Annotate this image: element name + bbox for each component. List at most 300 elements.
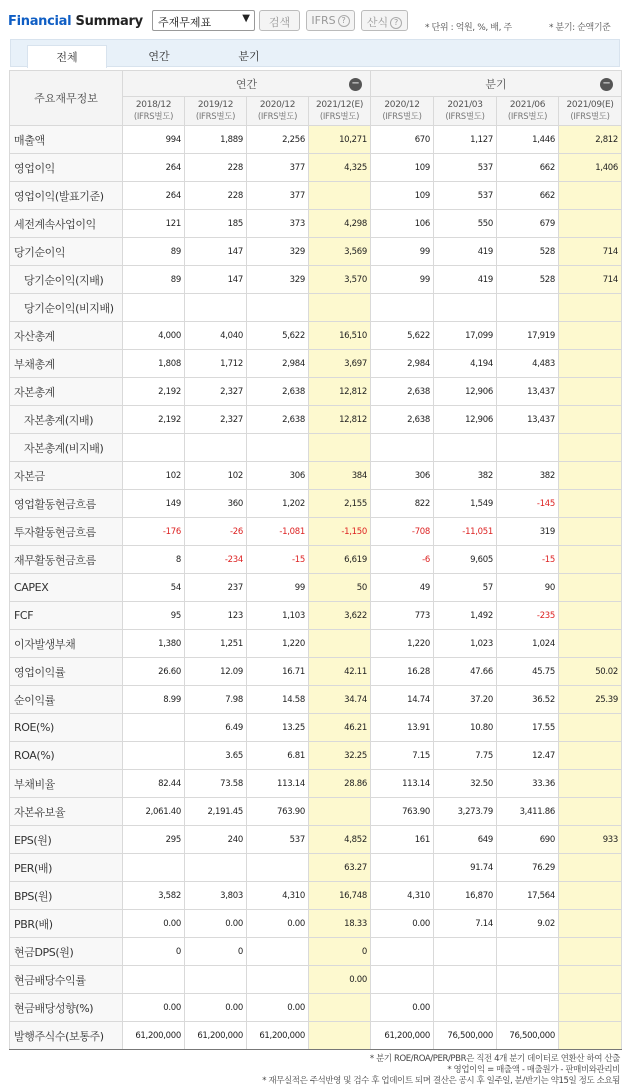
value-cell: 0.00 [371, 910, 434, 938]
value-cell: 0.00 [185, 910, 247, 938]
value-cell: 47.66 [434, 658, 497, 686]
value-cell: 2,984 [371, 350, 434, 378]
value-cell: 670 [371, 126, 434, 154]
value-cell: 45.75 [497, 658, 559, 686]
column-period: 2020/12 [259, 100, 296, 110]
column-basis: (IFRS별도) [195, 112, 236, 122]
value-cell: 360 [185, 490, 247, 518]
row-label: 세전계속사업이익 [10, 210, 123, 238]
value-cell: 3,582 [123, 882, 185, 910]
value-cell [559, 518, 622, 546]
row-label: 순이익률 [10, 686, 123, 714]
value-cell [247, 434, 309, 462]
value-cell [559, 966, 622, 994]
column-header [247, 97, 309, 126]
value-cell [497, 294, 559, 322]
value-cell [123, 966, 185, 994]
value-cell: 0.00 [371, 994, 434, 1022]
value-cell: 123 [185, 602, 247, 630]
title-financial: Financial [8, 14, 72, 29]
value-cell: 550 [434, 210, 497, 238]
value-cell: 2,638 [371, 406, 434, 434]
ifrs-help-button[interactable] [306, 10, 355, 31]
value-cell: 0 [185, 938, 247, 966]
financial-summary-table [9, 70, 622, 1050]
value-cell: 4,310 [371, 882, 434, 910]
value-cell: 306 [371, 462, 434, 490]
value-cell [559, 182, 622, 210]
value-cell: 528 [497, 238, 559, 266]
value-cell: 1,220 [247, 630, 309, 658]
value-cell: 42.11 [309, 658, 371, 686]
value-cell: 36.52 [497, 686, 559, 714]
value-cell: 1,024 [497, 630, 559, 658]
table-row [10, 490, 622, 518]
value-cell: 121 [123, 210, 185, 238]
row-label: 자본유보율 [10, 798, 123, 826]
value-cell: 537 [434, 182, 497, 210]
value-cell: 2,812 [559, 126, 622, 154]
value-cell: 50.02 [559, 658, 622, 686]
value-cell: 14.58 [247, 686, 309, 714]
column-basis: (IFRS별도) [382, 112, 422, 122]
value-cell: 18.33 [309, 910, 371, 938]
value-cell: 3,803 [185, 882, 247, 910]
value-cell: 4,483 [497, 350, 559, 378]
quarter-group-label: 분기 [485, 77, 507, 91]
column-basis: (IFRS별도) [570, 112, 610, 122]
value-cell: 1,202 [247, 490, 309, 518]
ifrs-label: IFRS [311, 14, 336, 27]
table-row [10, 322, 622, 350]
value-cell: 57 [434, 574, 497, 602]
table-row [10, 770, 622, 798]
value-cell [559, 742, 622, 770]
value-cell: 382 [497, 462, 559, 490]
value-cell: 3,273.79 [434, 798, 497, 826]
collapse-icon[interactable]: − [600, 78, 613, 91]
column-period: 2021/03 [447, 100, 483, 110]
value-cell: 2,327 [185, 406, 247, 434]
column-header [185, 97, 247, 126]
value-cell: 99 [371, 266, 434, 294]
value-cell: 2,191.45 [185, 798, 247, 826]
value-cell [247, 294, 309, 322]
help-icon: ? [390, 17, 402, 29]
chevron-down-icon: ▼ [242, 13, 250, 24]
row-label: ROA(%) [10, 742, 123, 770]
value-cell: -6 [371, 546, 434, 574]
value-cell: 264 [123, 182, 185, 210]
table-row [10, 210, 622, 238]
value-cell: 822 [371, 490, 434, 518]
value-cell: 17,919 [497, 322, 559, 350]
value-cell: 0.00 [185, 994, 247, 1022]
value-cell: 382 [434, 462, 497, 490]
value-cell: 16,870 [434, 882, 497, 910]
table-row [10, 938, 622, 966]
formula-label: 산식 [366, 16, 389, 29]
table-row [10, 434, 622, 462]
value-cell: 25.39 [559, 686, 622, 714]
table-row [10, 966, 622, 994]
value-cell: 537 [247, 826, 309, 854]
formula-help-button[interactable] [361, 10, 408, 31]
value-cell [559, 910, 622, 938]
value-cell: 109 [371, 154, 434, 182]
column-basis: (IFRS별도) [507, 112, 548, 122]
row-label: 자본금 [10, 462, 123, 490]
value-cell: 377 [247, 182, 309, 210]
search-button-label: 검색 [268, 16, 291, 29]
value-cell: 147 [185, 266, 247, 294]
value-cell [123, 714, 185, 742]
value-cell: 319 [497, 518, 559, 546]
value-cell: 5,622 [371, 322, 434, 350]
row-label: 이자발생부채 [10, 630, 123, 658]
value-cell: 13,437 [497, 378, 559, 406]
value-cell [559, 490, 622, 518]
value-cell: 7.75 [434, 742, 497, 770]
value-cell: 1,712 [185, 350, 247, 378]
value-cell: 61,200,000 [123, 1022, 185, 1050]
column-basis: (IFRS별도) [133, 112, 174, 122]
value-cell: 90 [497, 574, 559, 602]
value-cell: 0.00 [247, 910, 309, 938]
value-cell: 2,256 [247, 126, 309, 154]
value-cell [559, 406, 622, 434]
value-cell [309, 798, 371, 826]
value-cell: 34.74 [309, 686, 371, 714]
value-cell: 1,406 [559, 154, 622, 182]
column-header [434, 97, 497, 126]
value-cell: 32.25 [309, 742, 371, 770]
value-cell: 3,570 [309, 266, 371, 294]
value-cell: 329 [247, 266, 309, 294]
value-cell: 7.98 [185, 686, 247, 714]
value-cell: 3,411.86 [497, 798, 559, 826]
table-row [10, 994, 622, 1022]
value-cell [559, 294, 622, 322]
value-cell: -176 [123, 518, 185, 546]
value-cell: 3,697 [309, 350, 371, 378]
value-cell [559, 770, 622, 798]
value-cell: 2,638 [247, 406, 309, 434]
table-row [10, 854, 622, 882]
value-cell: 12,812 [309, 378, 371, 406]
value-cell: 63.27 [309, 854, 371, 882]
row-label: 자본총계(비지배) [10, 434, 123, 462]
value-cell: 1,549 [434, 490, 497, 518]
row-label: BPS(원) [10, 882, 123, 910]
value-cell [309, 630, 371, 658]
search-button[interactable] [259, 10, 300, 31]
help-icon: ? [338, 15, 350, 27]
value-cell: 1,808 [123, 350, 185, 378]
value-cell: 679 [497, 210, 559, 238]
value-cell: 8.99 [123, 686, 185, 714]
value-cell: 2,192 [123, 378, 185, 406]
column-basis: (IFRS별도) [319, 112, 360, 122]
value-cell: -235 [497, 602, 559, 630]
value-cell: 10,271 [309, 126, 371, 154]
column-header [123, 97, 185, 126]
row-label: 매출액 [10, 126, 123, 154]
column-period: 2019/12 [197, 100, 234, 110]
value-cell: 763.90 [371, 798, 434, 826]
value-cell [559, 1022, 622, 1050]
footnote-3: * 재무실적은 주석반영 및 검수 후 업데이트 되며 결산은 공시 후 일주일, 분/반기는 약15일 정도 소요됨 [262, 1076, 620, 1086]
value-cell: 54 [123, 574, 185, 602]
value-cell: 28.86 [309, 770, 371, 798]
value-cell: 3.65 [185, 742, 247, 770]
table-row [10, 714, 622, 742]
value-cell: 4,852 [309, 826, 371, 854]
value-cell: 91.74 [434, 854, 497, 882]
value-cell: 113.14 [247, 770, 309, 798]
footnote-2: * 영업이익 = 매출액 - 매출원가 - 판매비와관리비 [447, 1065, 620, 1075]
value-cell: 12.09 [185, 658, 247, 686]
footnote-1: * 분기 ROE/ROA/PER/PBR은 직전 4개 분기 데이터로 연환산 하여 산출 [369, 1054, 620, 1064]
table-row [10, 462, 622, 490]
value-cell: 306 [247, 462, 309, 490]
value-cell [309, 994, 371, 1022]
value-cell [497, 994, 559, 1022]
tab-annual[interactable]: 연간 [148, 50, 170, 63]
value-cell [371, 854, 434, 882]
value-cell: 9.02 [497, 910, 559, 938]
row-label: 자산총계 [10, 322, 123, 350]
table-row [10, 238, 622, 266]
row-label: 자본총계 [10, 378, 123, 406]
value-cell: 113.14 [371, 770, 434, 798]
value-cell: 4,000 [123, 322, 185, 350]
value-cell [309, 182, 371, 210]
row-label: 당기순이익 [10, 238, 123, 266]
value-cell: 0 [123, 938, 185, 966]
value-cell: 377 [247, 154, 309, 182]
column-period: 2018/12 [135, 100, 172, 110]
value-cell: 106 [371, 210, 434, 238]
table-row [10, 826, 622, 854]
value-cell: 1,023 [434, 630, 497, 658]
value-cell: 2,638 [247, 378, 309, 406]
value-cell: 714 [559, 266, 622, 294]
value-cell: 228 [185, 182, 247, 210]
value-cell [185, 294, 247, 322]
value-cell: 76.29 [497, 854, 559, 882]
value-cell: 373 [247, 210, 309, 238]
value-cell: -1,150 [309, 518, 371, 546]
value-cell [247, 966, 309, 994]
value-cell: 10.80 [434, 714, 497, 742]
value-cell: 6.49 [185, 714, 247, 742]
value-cell: 50 [309, 574, 371, 602]
value-cell: 49 [371, 574, 434, 602]
value-cell: 2,155 [309, 490, 371, 518]
value-cell: 933 [559, 826, 622, 854]
value-cell: 2,638 [371, 378, 434, 406]
row-label: 영업이익 [10, 154, 123, 182]
value-cell [559, 434, 622, 462]
value-cell: 0 [309, 938, 371, 966]
value-cell: -15 [247, 546, 309, 574]
value-cell: 295 [123, 826, 185, 854]
value-cell: 82.44 [123, 770, 185, 798]
annual-group-header [123, 71, 371, 97]
value-cell [434, 994, 497, 1022]
period-tabs [10, 39, 620, 67]
table-row [10, 882, 622, 910]
value-cell: 264 [123, 154, 185, 182]
row-label: 영업이익(발표기준) [10, 182, 123, 210]
value-cell [559, 350, 622, 378]
value-cell: 16.28 [371, 658, 434, 686]
value-cell [434, 966, 497, 994]
value-cell: 12,906 [434, 406, 497, 434]
value-cell [309, 294, 371, 322]
value-cell [559, 602, 622, 630]
value-cell: 2,192 [123, 406, 185, 434]
value-cell: -234 [185, 546, 247, 574]
value-cell: 95 [123, 602, 185, 630]
value-cell: 384 [309, 462, 371, 490]
value-cell [559, 882, 622, 910]
value-cell: 763.90 [247, 798, 309, 826]
row-label: EPS(원) [10, 826, 123, 854]
value-cell [559, 574, 622, 602]
value-cell: 37.20 [434, 686, 497, 714]
table-row [10, 602, 622, 630]
value-cell [123, 854, 185, 882]
value-cell: 228 [185, 154, 247, 182]
value-cell: 61,200,000 [371, 1022, 434, 1050]
value-cell: 0.00 [123, 994, 185, 1022]
value-cell: 185 [185, 210, 247, 238]
table-row [10, 658, 622, 686]
value-cell [559, 462, 622, 490]
table-row [10, 154, 622, 182]
value-cell: -15 [497, 546, 559, 574]
value-cell: 714 [559, 238, 622, 266]
value-cell [434, 434, 497, 462]
value-cell: 1,103 [247, 602, 309, 630]
value-cell: 649 [434, 826, 497, 854]
value-cell: 0.00 [123, 910, 185, 938]
row-label: 당기순이익(비지배) [10, 294, 123, 322]
value-cell: 1,220 [371, 630, 434, 658]
value-cell: 3,622 [309, 602, 371, 630]
value-cell [185, 854, 247, 882]
value-cell: 149 [123, 490, 185, 518]
value-cell [559, 322, 622, 350]
value-cell: -1,081 [247, 518, 309, 546]
value-cell: 3,569 [309, 238, 371, 266]
value-cell: 26.60 [123, 658, 185, 686]
tab-quarter[interactable]: 분기 [238, 50, 260, 63]
value-cell: 4,298 [309, 210, 371, 238]
value-cell [559, 994, 622, 1022]
row-label: 부채총계 [10, 350, 123, 378]
value-cell [185, 434, 247, 462]
value-cell [371, 966, 434, 994]
value-cell [434, 294, 497, 322]
top-bar [0, 0, 627, 38]
table-row [10, 294, 622, 322]
row-label: CAPEX [10, 574, 123, 602]
value-cell: 109 [371, 182, 434, 210]
value-cell [371, 434, 434, 462]
value-cell: 46.21 [309, 714, 371, 742]
value-cell: 76,500,000 [434, 1022, 497, 1050]
collapse-icon[interactable]: − [349, 78, 362, 91]
value-cell: 99 [371, 238, 434, 266]
value-cell: 773 [371, 602, 434, 630]
value-cell [559, 630, 622, 658]
value-cell: 537 [434, 154, 497, 182]
statement-type-select[interactable] [152, 10, 255, 31]
table-row [10, 378, 622, 406]
column-period: 2021/06 [509, 100, 546, 110]
value-cell [247, 854, 309, 882]
value-cell: 528 [497, 266, 559, 294]
value-cell: 240 [185, 826, 247, 854]
value-cell: 7.15 [371, 742, 434, 770]
table-row [10, 630, 622, 658]
column-basis: (IFRS별도) [257, 112, 298, 122]
row-label: 재무활동현금흐름 [10, 546, 123, 574]
value-cell [559, 714, 622, 742]
title-summary: Summary [75, 14, 143, 29]
row-label: 영업활동현금흐름 [10, 490, 123, 518]
value-cell: -11,051 [434, 518, 497, 546]
value-cell: 16,748 [309, 882, 371, 910]
value-cell: 161 [371, 826, 434, 854]
value-cell: 61,200,000 [247, 1022, 309, 1050]
value-cell: 17,099 [434, 322, 497, 350]
value-cell: 690 [497, 826, 559, 854]
value-cell: 1,251 [185, 630, 247, 658]
row-label: 현금배당성향(%) [10, 994, 123, 1022]
value-cell: 329 [247, 238, 309, 266]
column-period: 2021/09(E) [566, 100, 614, 110]
row-label: 투자활동현금흐름 [10, 518, 123, 546]
table-row [10, 742, 622, 770]
value-cell [497, 938, 559, 966]
value-cell: 237 [185, 574, 247, 602]
value-cell: 1,446 [497, 126, 559, 154]
row-label: 현금DPS(원) [10, 938, 123, 966]
table-row [10, 798, 622, 826]
value-cell: 419 [434, 238, 497, 266]
column-period: 2020/12 [384, 100, 420, 110]
row-label: FCF [10, 602, 123, 630]
value-cell: 9,605 [434, 546, 497, 574]
row-label: 당기순이익(지배) [10, 266, 123, 294]
annual-group-label: 연간 [235, 77, 258, 91]
value-cell: 4,325 [309, 154, 371, 182]
tab-all[interactable]: 전체 [27, 45, 107, 68]
value-cell: 8 [123, 546, 185, 574]
value-cell: 6,619 [309, 546, 371, 574]
value-cell: 1,889 [185, 126, 247, 154]
value-cell [559, 938, 622, 966]
value-cell [497, 966, 559, 994]
value-cell: 33.36 [497, 770, 559, 798]
value-cell: 1,380 [123, 630, 185, 658]
value-cell: 16.71 [247, 658, 309, 686]
value-cell: 32.50 [434, 770, 497, 798]
